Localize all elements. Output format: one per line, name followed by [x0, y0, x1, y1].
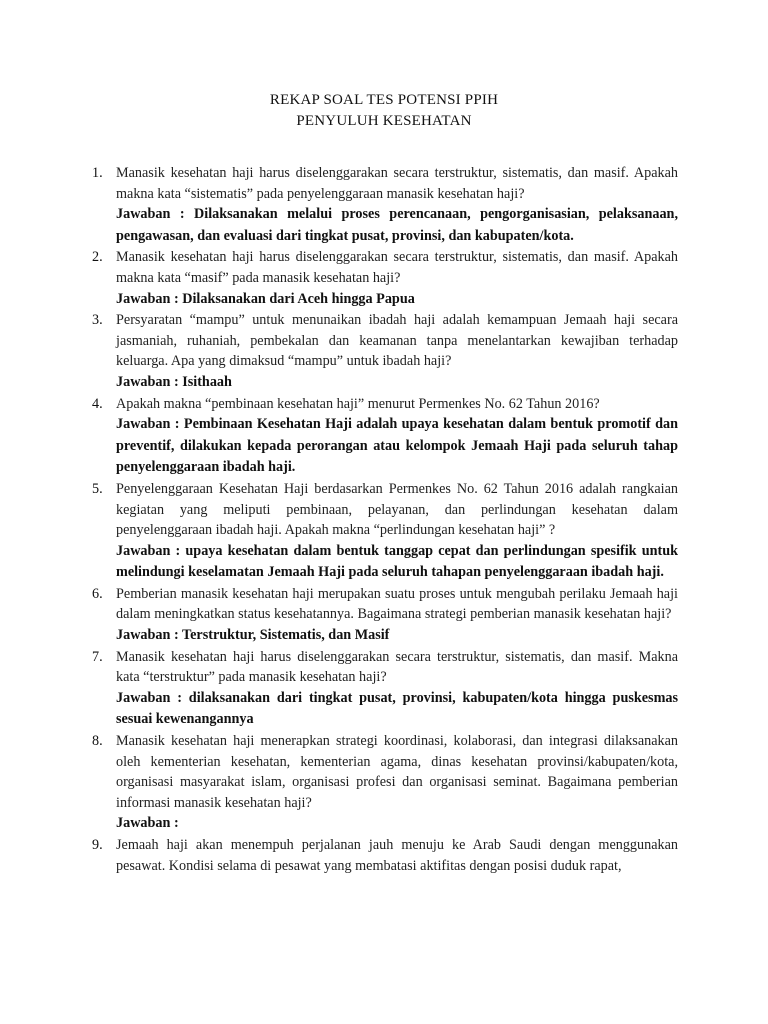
answer-text: Jawaban : [116, 815, 179, 832]
question-text: Apakah makna “pembinaan kesehatan haji” menurut Permenkes No. 62 Tahun 2016? [116, 395, 600, 412]
question-item [92, 479, 678, 584]
question-number: 7. [92, 648, 103, 665]
question-text: Manasik kesehatan haji harus diselenggarakan secara terstruktur, sistematis, dan masif. Apakah makna kata “masif” pada manasik kesehatan haji? [116, 249, 678, 286]
answer-text: Jawaban : Dilaksanakan dari Aceh hingga Papua [116, 290, 415, 307]
answer-text: Jawaban : Dilaksanakan melalui proses perencanaan, pengorganisasian, pelaksanaan, pengawasan, dan evaluasi dari tingkat pusat, provinsi, dan kabupaten/kota. [116, 206, 678, 244]
question-text: Manasik kesehatan haji harus diselenggarakan secara terstruktur, sistematis, dan masif. Makna kata “terstruktur” pada manasik kesehatan haji? [116, 648, 678, 686]
question-item [92, 247, 678, 310]
question-number: 2. [92, 249, 103, 266]
question-number: 4. [92, 395, 103, 412]
question-number: 6. [92, 585, 103, 602]
question-text: Manasik kesehatan haji harus diselenggarakan secara terstruktur, sistematis, dan masif. Apakah makna kata “sistematis” pada penyelenggaraan manasik kesehatan haji? [116, 165, 678, 202]
question-item [92, 394, 678, 479]
answer-text: Jawaban : upaya kesehatan dalam bentuk tanggap cepat dan perlindungan spesifik untuk melindungi keselamatan Jemaah Haji pada seluruh tahapan penyelenggaraan ibadah haji. [116, 542, 678, 581]
question-item [92, 731, 678, 835]
question-number: 8. [92, 733, 103, 750]
question-item [92, 163, 678, 247]
question-item [92, 310, 678, 393]
question-number: 5. [92, 480, 103, 497]
answer-text: Jawaban : Isithaah [116, 373, 232, 390]
question-number: 1. [92, 165, 103, 181]
answer-text: Jawaban : Terstruktur, Sistematis, dan Masif [116, 627, 390, 644]
answer-text: Jawaban : Pembinaan Kesehatan Haji adalah upaya kesehatan dalam bentuk promotif dan preventif, dilakukan kepada perorangan atau kelompok Jemaah Haji pada seluruh tahap penyelenggaraan ibadah haji. [116, 416, 678, 476]
question-text: Jemaah haji akan menempuh perjalanan jauh menuju ke Arab Saudi dengan menggunakan pesawat. Kondisi selama di pesawat yang membatasi aktifitas dengan posisi duduk rapat, [116, 837, 678, 874]
question-text: Manasik kesehatan haji menerapkan strategi koordinasi, kolaborasi, dan integrasi dilaksanakan oleh kementerian kesehatan, kementerian agama, dinas kesehatan provinsi/kabupaten/kota, organisasi masyarakat islam, organisasi profesi dan organisasi seminat. Bagaimana pemberian informasi manasik kesehatan haji? [116, 733, 678, 811]
title-line-2: PENYULUH KESEHATAN [296, 113, 472, 129]
question-item [92, 584, 678, 647]
question-number: 9. [92, 837, 103, 853]
question-text: Persyaratan “mampu” untuk menunaikan ibadah haji adalah kemampuan Jemaah haji secara jasmaniah, ruhaniah, pembekalan dan keamanan tanpa menelantarkan kewajiban terhadap keluarga. Apa yang dimaksud “mampu” untuk ibadah haji? [116, 312, 678, 370]
question-item [92, 835, 678, 876]
question-text: Pemberian manasik kesehatan haji merupakan suatu proses untuk mengubah perilaku Jemaah haji dalam meningkatkan status kesehatannya. Bagaimana strategi pemberian manasik kesehatan haji? [116, 585, 678, 623]
document-title [0, 90, 768, 132]
question-item [92, 647, 678, 731]
question-text: Penyelenggaraan Kesehatan Haji berdasarkan Permenkes No. 62 Tahun 2016 adalah rangkaian kegiatan yang meliputi pembinaan, pelayanan, dan perlindungan kesehatan dalam penyelenggaraan ibadah haji. Apakah makna “perlindungan kesehatan haji” ? [116, 480, 678, 539]
answer-text: Jawaban : dilaksanakan dari tingkat pusat, provinsi, kabupaten/kota hingga puskesmas sesuai kewenangannya [116, 689, 678, 728]
question-number: 3. [92, 312, 103, 329]
question-list [92, 163, 678, 876]
title-line-1: REKAP SOAL TES POTENSI PPIH [269, 92, 499, 108]
